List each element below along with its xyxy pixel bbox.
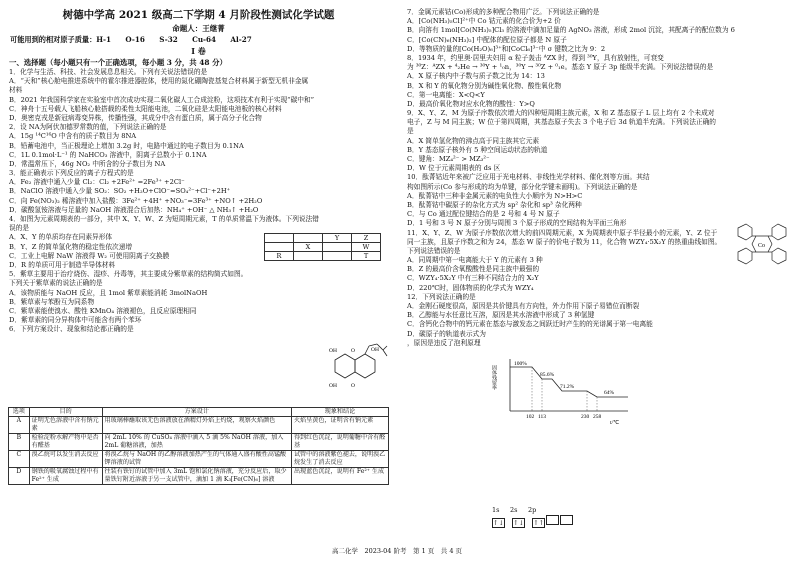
text-line: B．NaClO 溶液中通入少量 SO₂：SO₂ +H₂O+ClO⁻=SO₄²⁻+Cl⁻+2H⁺: [9, 187, 231, 196]
graph-label-71: 71.2%: [560, 384, 575, 390]
table-cell: B: [9, 434, 30, 451]
orbital-diagram: [492, 506, 574, 528]
text-line: B．Y、Z 的简单氢化物的稳定性依次递增: [9, 242, 133, 251]
table-cell: 钢铁的吸氧腐蚀过程中有 Fe²⁺ 生成: [29, 468, 102, 485]
table-row: [9, 417, 389, 434]
text-line: D．220℃时，固体物质的化学式为 WZY₄: [407, 283, 534, 292]
text-line: C．神舟十五号载人飞船核心舱搭载的柔性太阳能电池，二氧化硅是太阳能电池板的核心材料: [9, 104, 282, 113]
graph-label-64: 64%: [604, 390, 615, 396]
svg-text:Co: Co: [758, 243, 766, 249]
text-line: 5．紫草主要用于治疗烧伤、湿疹、丹毒等，其主要成分紫草素的结构简式如图。: [9, 270, 248, 279]
table-cell: 得到红色沉淀，说明葡糖中含有醛基: [291, 434, 388, 451]
text-line: A．该物质能与 NaOH 反应，且 1mol 紫草素能消耗 3molNaOH: [9, 288, 208, 297]
section-heading: 一、选择题（每小题只有一个正确选项，每小题 3 分，共 48 分）: [9, 58, 227, 67]
text-line: 7．金属元素钴(Co)形成的多种配合物用广泛。下列说法正确的是: [407, 8, 600, 16]
svg-text:OH: OH: [329, 348, 337, 354]
orbital-box-1s: ↑↓: [493, 519, 504, 527]
text-line: A．X 原子核内中子数与质子数之比为 14：13: [407, 72, 545, 81]
table-header-cell: 方案设计: [102, 408, 291, 417]
periodic-cell: Z: [352, 234, 381, 243]
svg-text:OH: OH: [371, 347, 379, 353]
text-line: 2．设 NA为阿伏加德罗常数的值，下列说法正确的是: [9, 123, 167, 132]
text-line: C．含钙化合物中的钙元素在基态与激发态之间跃迁时产生的的光谱属于第一电离能: [407, 320, 653, 329]
text-line: A．Fe₂ 溶液中通入少量 Cl₂：Cl₂ +2Fe²⁺ =2Fe³⁺ +2Cl⁻: [9, 178, 185, 187]
graph-ylabel: 固体残留率: [491, 365, 497, 390]
table-cell: 检验淀粉水解产物中是否有醛基: [29, 434, 102, 451]
text-line: 4．如图为元素周期表的一部分，其中 X、Y、W、Z 为短周期元素，T 的单质常温下为液体。下列说法错: [9, 215, 319, 223]
text-line: 同一主族，且原子序数之和为 24，基态 W 原子的价电子数为 11，化合物 WZY₄·5X₂Y 的热重曲线如图。: [407, 237, 722, 246]
graph-tick-113: 113: [538, 414, 547, 420]
text-line: A．同周期中第一电离能大于 Y 的元素有 3 种: [407, 256, 543, 265]
author-line: 命题人：王继菁: [172, 24, 225, 33]
text-line: D．最高价氧化物对应水化物的酸性：Y>Q: [407, 99, 535, 108]
table-cell: C: [9, 451, 30, 468]
text-line: 8．1934 年，约里奥·居里夫妇用 α 粒子轰击 ᴬZX 时，得到 ³⁰Y，具有放射性，可衰变: [407, 53, 664, 62]
text-line: ，原因是违反了泡利原理: [407, 338, 481, 347]
text-line: D．碳原子的轨道表示式为: [407, 329, 486, 338]
periodic-cell: R: [265, 252, 294, 261]
text-line: B．紫草素与苯酚互为同系物: [9, 297, 95, 306]
text-line: 3．能正确表示下列反应的离子方程式的是: [9, 169, 134, 178]
text-line: 11．X、Y、Z、W 为原子序数依次增大的前四周期元素，X 为周期表中原子半径最小的元素，Y、Z 位于: [407, 228, 718, 237]
text-line: A．酞菁钴中三种非金属元素的电负性大小顺序为 N>H>C: [407, 191, 583, 200]
periodic-cell: [265, 243, 294, 252]
text-line: A．[Co(NH₃)₅Cl]²⁺中 Co 钴元素的化合价为+2 价: [407, 17, 561, 26]
text-line: 下列说法错误的是: [407, 246, 461, 255]
orbital-label-2s: 2s: [510, 506, 518, 514]
table-row: [9, 434, 389, 451]
orbital-label-2p: 2p: [528, 506, 537, 514]
text-line: B．2021 年我国科学家在实验室中首次成功实现二氧化碳人工合成淀粉，这项技术有利于实现“碳中和”: [9, 95, 315, 104]
text-line: 电子，Z 与 M 同主族；W 位于第四周期，其基态原子失去 3 个电子后 3d 轨道半充满。下列说法正确的: [407, 118, 716, 127]
periodic-cell: Y: [323, 234, 352, 243]
text-line: 构如图所示(Co 参与形成的均为单键，部分化学键未画明)。下列说法正确的是: [407, 182, 638, 191]
text-line: C．WZY₄·5X₂Y 中有三种不同结合力的 X₂Y: [407, 274, 539, 283]
periodic-cell: [265, 234, 294, 243]
table-cell: 证明无色溶液中含有钠元素: [29, 417, 102, 434]
text-line: B．乙醇能与水任意比互溶，原因是其水溶液中形成了 3 种氢键: [407, 311, 595, 320]
table-cell: 往装有铁钉的试管中加入 3mL 饱和氯化钠溶液，充分反应后，取少量铁钉附近溶液于另一支试管中，滴加 1 滴 K₃[Fe(CN)₆] 溶液: [102, 468, 291, 485]
text-line: D．1 号和 3 号 N 原子分别与周围 3 个原子形成的空间结构为平面三角形: [407, 219, 627, 228]
text-line: A．15g ¹⁴C¹⁶O 中含有的质子数目为 8NA: [9, 132, 137, 141]
shikonin-structure: [321, 342, 389, 400]
text-line: 为 ³⁰Z：ᴬZX + ⁴₂He → ³⁰Y + ¹₀n，³⁰Y → ³⁰Z + ⁰₁e。基态 Y 原子 3p 能级半充满。下列说法错误的是: [407, 63, 714, 72]
text-line: 1．化学与生活、科技、社会发展息息相关。下列有关说法错误的是: [9, 68, 208, 76]
periodic-cell: W: [352, 243, 381, 252]
svg-text:O: O: [351, 348, 355, 354]
orbital-label-1s: 1s: [492, 506, 500, 514]
periodic-cell: [323, 252, 352, 261]
text-line: B．酞菁钴中碳原子的杂化方式为 sp² 杂化和 sp³ 杂化两种: [407, 200, 582, 209]
orbital-box-2p-3: [560, 515, 573, 525]
text-line: D．紫草素的同分异构体中可能含有两个苯环: [9, 316, 142, 325]
periodic-cell: X: [294, 243, 323, 252]
text-line: C．工业上电解 NaW 溶液得 W₂ 可使用阴离子交换膜: [9, 251, 170, 260]
text-line: D．常温常压下，46g NO₂ 中所含的分子数目为 NA: [9, 159, 166, 168]
orbital-box-2s: ↑↓: [513, 519, 525, 527]
orbital-box-2p-2: [546, 515, 559, 525]
text-line: 下列关于紫草素的说法正确的是: [9, 279, 103, 288]
table-cell: A: [9, 417, 30, 434]
text-line: D．碳酸氢铵溶液与足量的 NaOH 溶液混合后加热：NH₄⁺ +OH⁻ △ NH₃↑ +H₂O: [9, 205, 259, 214]
table-cell: 火焰呈黄色，证明含有钠元素: [291, 417, 388, 434]
table-header-cell: 现象和结论: [291, 408, 388, 417]
left-column: [6, 0, 391, 540]
text-line: 9．X、Y、Z、M 为原子序数依次增大的四种短周期主族元素，X 和 Z 基态原子 L 层上均有 2 个未成对: [407, 109, 715, 118]
text-line: A．X、Y 的单质均存在同素异形体: [9, 233, 113, 242]
text-line: 材料: [9, 86, 23, 95]
table-cell: 溴乙烷可以发生消去反应: [29, 451, 102, 468]
text-line: 12．下列说法正确的是: [407, 292, 476, 301]
right-question-text: [407, 8, 785, 348]
graph-tick-258: 258: [593, 414, 602, 420]
svg-text:O: O: [351, 383, 355, 389]
text-line: C．第一电离能：X<Q<Y: [407, 90, 485, 99]
thermogravimetric-graph: [492, 355, 632, 429]
text-line: A．X 简单氢化物的沸点高于同主族其它元素: [407, 136, 540, 145]
text-line: C．向 Fe(NO₃)₂ 稀溶液中加入盐酸：3Fe²⁺ +4H⁺ +NO₃⁻=3Fe³⁺ +NO↑ +2H₂O: [9, 196, 263, 205]
atomic-masses: 可能用到的相对原子质量：H-1 O-16 S-32 Cu-64 Al-27: [10, 35, 252, 44]
text-line: 10．酞菁钴近年来被广泛应用于光电材料、非线性光学材料、催化剂等方面。其结: [407, 173, 650, 182]
text-line: C．与 Co 通过配位键结合的是 2 号和 4 号 N 原子: [407, 210, 560, 219]
section-roman: I 卷: [191, 46, 206, 56]
text-line: C．键角：MZ₄²⁻ > MZ₃²⁻: [407, 155, 490, 163]
right-column: [404, 0, 786, 540]
text-line: C．1L 0.1mol·L⁻¹ 的 NaHCO₃ 溶液中，阴离子总数小于 0.1NA: [9, 150, 207, 159]
table-cell: 将溴乙烷与 NaOH 的乙醇溶液加热产生的气体通入盛有酸性高锰酸钾溶液的试管: [102, 451, 291, 468]
graph-label-85: 85.6%: [540, 372, 555, 378]
text-line: B．X 和 Y 的氧化物分别为碱性氧化物、酸性氧化物: [407, 81, 562, 90]
table-cell: D: [9, 468, 30, 485]
graph-xlabel: t/℃: [610, 420, 620, 426]
text-line: 6．下列方案设计、现象和结论都正确的是: [9, 325, 134, 334]
table-cell: 试管中的溶液紫色褪去，说明溴乙烷发生了消去反应: [291, 451, 388, 468]
text-line: 是: [407, 127, 414, 136]
text-line: B．Z 的最高价含氧酸酸性是同主族中最强的: [407, 265, 540, 274]
page-footer: 高二化学 2023-04 阶考 第 1 页 共 4 页: [331, 547, 463, 555]
text-line: D．等物质的量的[Co(H₂O)₆]³⁺和[CoCl₆]³⁻中 σ 键数之比为 9：2: [407, 44, 606, 53]
table-cell: 用玻璃棒蘸取该无色溶液放在酒精灯外焰上灼烧，观察火焰颜色: [102, 417, 291, 434]
table-cell: 出现蓝色沉淀，说明有 Fe²⁺ 生成: [291, 468, 388, 485]
text-line: B．向溶有 1mol[Co(NH₃)₅]Cl₃ 的溶液中滴加足量的 AgNO₃ 溶液，形成 2mol 沉淀，其配离子的配位数为 6: [407, 26, 735, 35]
periodic-cell: [323, 243, 352, 252]
text-line: D．奥密克戎是新冠病毒变异株，传播性强，其成分中含有蛋白质，属于高分子化合物: [9, 113, 262, 122]
periodic-cell: [294, 234, 323, 243]
page-title: 树德中学高 2021 级高二下学期 4 月阶段性测试化学试题: [62, 9, 335, 21]
text-line: D．R 的单质可用于制造半导体材料: [9, 260, 116, 269]
svg-text:OH: OH: [329, 383, 337, 389]
left-question-text: [9, 68, 389, 334]
table-row: [9, 468, 389, 485]
table-header-cell: 选项: [9, 408, 30, 417]
text-line: 误的是: [9, 224, 30, 233]
table-cell: 向 2mL 10% 的 CuSO₄ 溶液中滴入 5 滴 5% NaOH 溶液，加入 2mL 葡糖溶液，加热: [102, 434, 291, 451]
graph-label-100: 100%: [514, 361, 527, 367]
periodic-table-fragment: [264, 233, 381, 261]
text-line: B．Y 基态原子核外有 5 种空间运动状态的轨道: [407, 145, 548, 154]
table-header-cell: 目的: [29, 408, 102, 417]
text-line: C．紫草素能使溴水、酸性 KMnO₄ 溶液褪色，且反应原理相同: [9, 306, 197, 315]
graph-tick-230: 230: [581, 414, 590, 420]
text-line: A．“天和”核心舱电推进系统中的霍尔推进器腔体，使用的氮化硼陶瓷基复合材料属于新型无机非金属: [9, 77, 309, 86]
graph-tick-102: 102: [526, 414, 535, 420]
text-line: A．金刚石硬度很高，原因是共价键具有方向性，外力作用下原子易错位而断裂: [407, 302, 640, 310]
text-line: B．铅蓄电池中，当正极理论上增加 3.2g 时，电路中通过的电子数目为 0.1NA: [9, 141, 244, 150]
orbital-box-2p-1: ↑↑: [533, 519, 545, 527]
experiment-table: [8, 407, 389, 485]
cobalt-phthalocyanine-structure: [736, 222, 788, 268]
text-line: D．W 位于元素周期表的 ds 区: [407, 164, 501, 173]
table-row: [9, 451, 389, 468]
periodic-cell: T: [352, 252, 381, 261]
periodic-cell: [294, 252, 323, 261]
text-line: C．[Co(CN)₆(NH₃)₂] 中配体的配位原子都是 N 原子: [407, 35, 567, 44]
